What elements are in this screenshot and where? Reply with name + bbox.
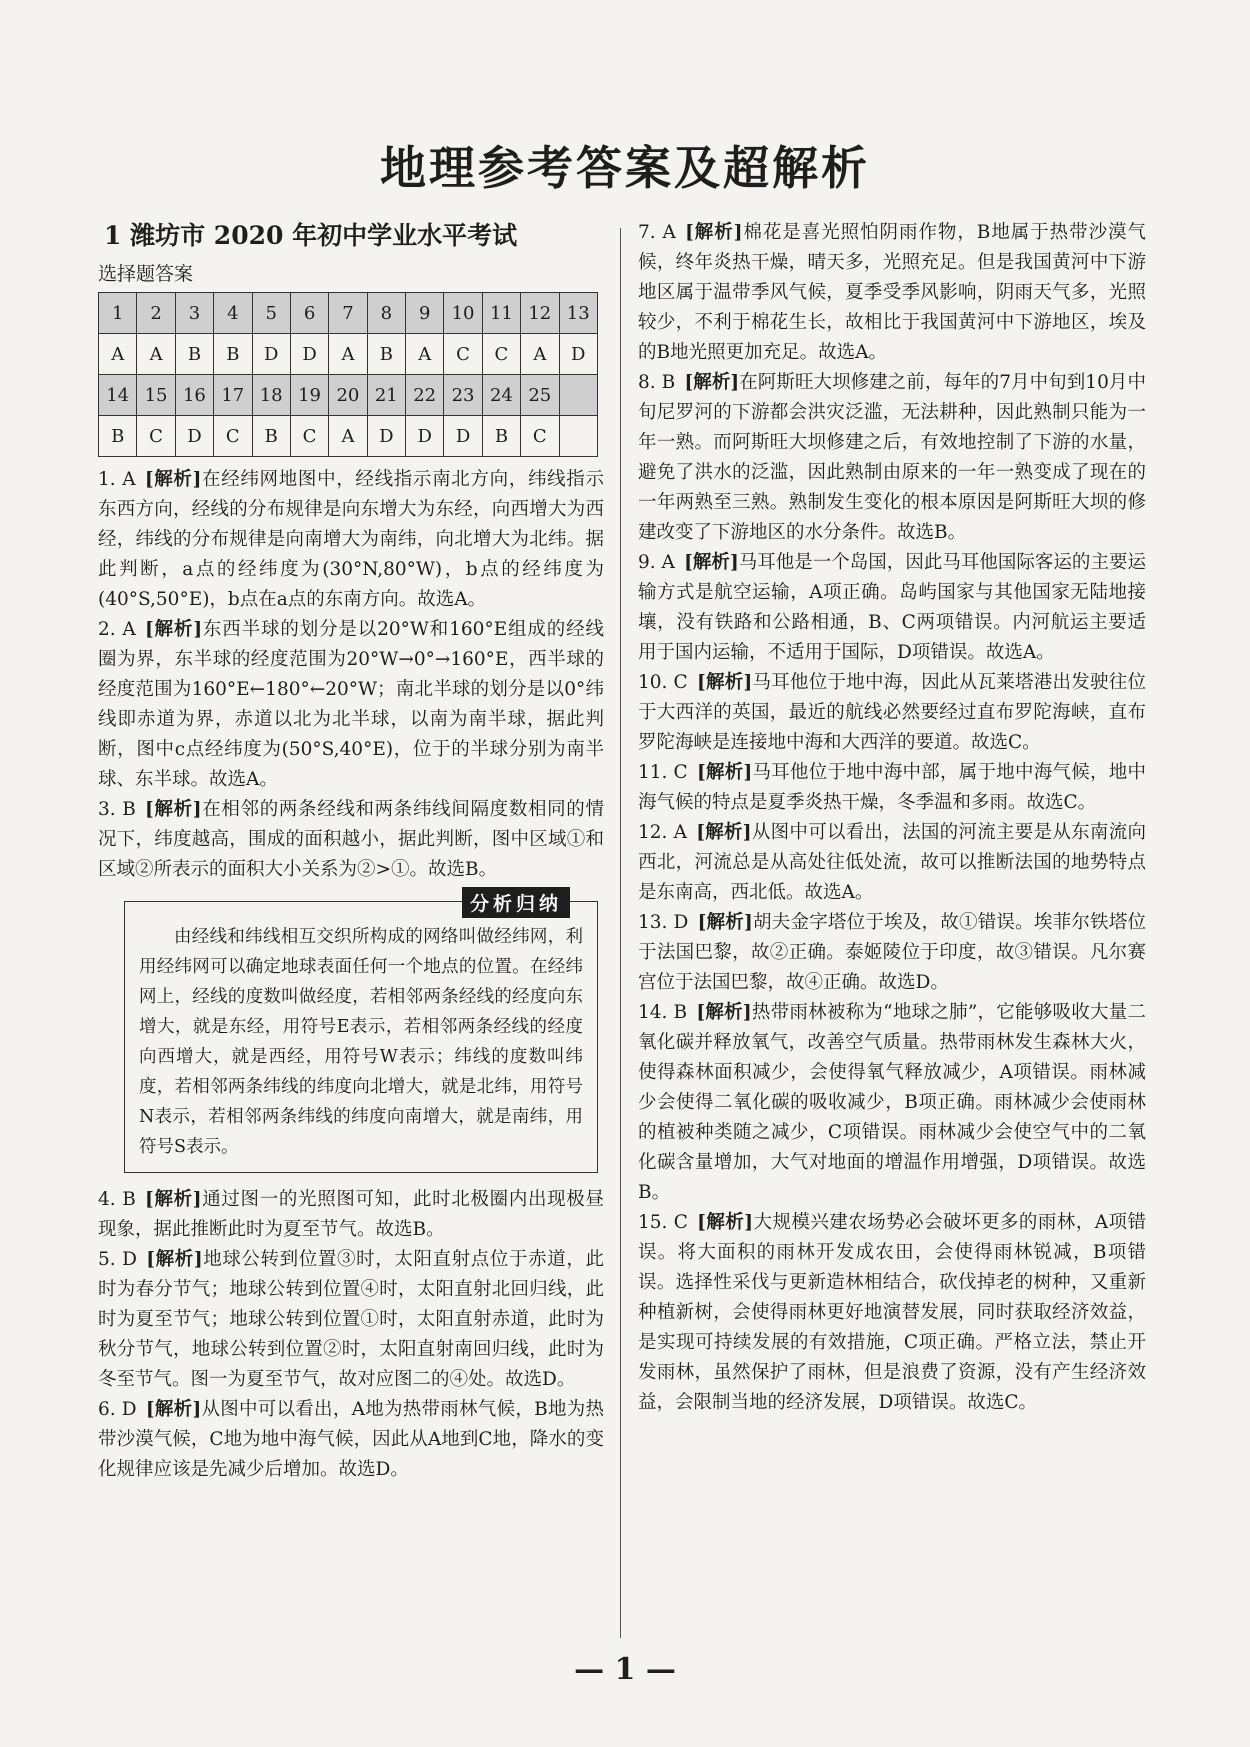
table-cell: C (290, 416, 328, 457)
table-cell: D (175, 416, 213, 457)
table-cell: A (521, 334, 559, 375)
table-cell: A (137, 334, 175, 375)
answer-list (638, 218, 1146, 1418)
table-cell: C (214, 416, 252, 457)
note-text: 由经线和纬线相互交织所构成的网络叫做经纬网，利用经纬网可以确定地球表面任何一个地点的位置。在经纬网上，经线的度数叫做经度，若相邻两条经线的经度向东增大，就是东经，用符号E表示，若相邻两条经线的经度向西增大，就是西经，用符号W表示；纬线的度数叫纬度，若相邻两条纬线的纬度向北增大，就是北纬，用符号N表示，若相邻两条纬线的纬度向南增大，就是南纬，用符号S表示。 (124, 901, 598, 1173)
table-cell: 12 (521, 293, 559, 334)
table-cell: 19 (290, 375, 328, 416)
table-cell: B (252, 416, 290, 457)
answer-text: 从图中可以看出，A地为热带雨林气候，B地为热带沙漠气候，C地为地中海气候，因此从A地到C地，降水的变化规律应该是先减少后增加。故选D。 (98, 1399, 604, 1480)
table-cell: D (559, 334, 598, 375)
analysis-tag: [解析] (684, 372, 740, 393)
exam-title: 1 潍坊市 2020 年初中学业水平考试 (104, 221, 518, 250)
table-cell: 6 (290, 293, 328, 334)
table-cell: 2 (137, 293, 175, 334)
table-cell: D (444, 416, 482, 457)
table-cell: 5 (252, 293, 290, 334)
answer-number: 3. B (98, 799, 136, 820)
table-cell: C (137, 416, 175, 457)
answer-text: 马耳他是一个岛国，因此马耳他国际客运的主要运输方式是航空运输，A项正确。岛屿国家与其他国家无陆地接壤，没有铁路和公路相通，B、C两项错误。内河航运主要适用于国内运输，不适用于国际，D项错误。故选A。 (638, 552, 1146, 663)
answer-table-label: 选择题答案 (98, 263, 194, 285)
analysis-tag: [解析] (146, 1249, 203, 1270)
table-cell: D (252, 334, 290, 375)
table-cell: 8 (367, 293, 405, 334)
table-cell: C (521, 416, 559, 457)
analysis-tag: [解析] (696, 822, 752, 843)
table-cell: 4 (214, 293, 252, 334)
analysis-tag: [解析] (697, 1212, 754, 1233)
answer-text: 地球公转到位置③时，太阳直射点位于赤道，此时为春分节气；地球公转到位置④时，太阳直射北回归线，此时为夏至节气；地球公转到位置①时，太阳直射赤道，此时为秋分节气，地球公转到位置②时，太阳直射南回归线，此时为冬至节气。图一为夏至节气，故对应图二的④处。故选D。 (98, 1249, 604, 1390)
answer-number: 6. D (98, 1399, 137, 1420)
answer-number: 7. A (638, 222, 676, 243)
table-cell: C (444, 334, 482, 375)
answer-item (638, 368, 1146, 548)
answer-item (638, 548, 1146, 668)
table-cell: 9 (406, 293, 444, 334)
answer-number: 12. A (638, 822, 687, 843)
table-cell: B (482, 416, 520, 457)
analysis-tag: [解析] (697, 912, 753, 933)
table-cell: 16 (175, 375, 213, 416)
answer-number: 14. B (638, 1002, 688, 1023)
answer-text: 通过图一的光照图可知，此时北极圈内出现极昼现象，据此推断此时为夏至节气。故选B。 (98, 1189, 604, 1240)
answer-item (638, 998, 1146, 1208)
answer-item (98, 1245, 604, 1395)
answer-item (638, 818, 1146, 908)
analysis-tag: [解析] (684, 552, 739, 573)
analysis-tag: [解析] (696, 762, 753, 783)
analysis-tag: [解析] (145, 1399, 202, 1420)
answer-item (638, 1208, 1146, 1418)
answer-item (98, 795, 604, 885)
answer-number: 13. D (638, 912, 689, 933)
table-cell: 7 (329, 293, 367, 334)
analysis-tag: [解析] (696, 1002, 752, 1023)
answer-item (638, 758, 1146, 818)
answer-item (638, 218, 1146, 368)
table-cell: A (329, 334, 367, 375)
answer-text: 大规模兴建农场势必会破坏更多的雨林，A项错误。将大面积的雨林开发成农田，会使得雨林锐减，B项错误。选择性采伐与更新造林相结合，砍伐掉老的树种，又重新种植新树，会使得雨林更好地演替发展，同时获取经济效益，是实现可持续发展的有效措施，C项正确。严格立法，禁止开发雨林，虽然保护了雨林，但是浪费了资源，没有产生经济效益，会限制当地的经济发展，D项错误。故选C。 (638, 1212, 1146, 1413)
table-cell (559, 416, 598, 457)
table-cell: D (406, 416, 444, 457)
answer-list (98, 1185, 604, 1485)
answer-number: 1. A (98, 469, 136, 490)
table-cell: A (99, 334, 137, 375)
summary-note (124, 893, 598, 1173)
table-cell: B (214, 334, 252, 375)
answer-text: 从图中可以看出，法国的河流主要是从东南流向西北，河流总是从高处往低处流，故可以推断法国的地势特点是东南高，西北低。故选A。 (638, 822, 1146, 903)
analysis-tag: [解析] (685, 222, 743, 243)
table-cell: A (406, 334, 444, 375)
answer-text: 在经纬网地图中，经线指示南北方向，纬线指示东西方向，经线的分布规律是向东增大为东经，向西增大为西经，纬线的分布规律是向南增大为南纬，向北增大为北纬。据此判断，a点的经纬度为(30°N,80°W)，b点的经纬度为(40°S,50°E)，b点在a点的东南方向。故选A。 (98, 469, 604, 610)
table-cell: 22 (406, 375, 444, 416)
table-cell: A (329, 416, 367, 457)
answer-number: 9. A (638, 552, 675, 573)
answer-text: 在阿斯旺大坝修建之前，每年的7月中旬到10月中旬尼罗河的下游都会洪灾泛滥，无法耕种，因此熟制只能为一年一熟。而阿斯旺大坝修建之后，有效地控制了下游的水量，避免了洪水的泛滥，因此熟制由原来的一年一熟变成了现在的一年两熟至三熟。熟制发生变化的根本原因是阿斯旺大坝的修建改变了下游地区的水分条件。故选B。 (638, 372, 1146, 543)
table-cell: 18 (252, 375, 290, 416)
table-cell: B (367, 334, 405, 375)
answer-text: 东西半球的划分是以20°W和160°E组成的经线圈为界，东半球的经度范围为20°W→0°→160°E，西半球的经度范围为160°E←180°←20°W；南北半球的划分是以0°纬线即赤道为界，赤道以北为北半球，以南为南半球，据此判断，图中c点经纬度为(50°S,40°E)，位于的半球分别为南半球、东半球。故选A。 (98, 619, 604, 790)
table-cell: D (290, 334, 328, 375)
answer-number: 5. D (98, 1249, 137, 1270)
table-cell: 11 (482, 293, 520, 334)
table-cell: 15 (137, 375, 175, 416)
answer-number: 15. C (638, 1212, 688, 1233)
answer-number: 10. C (638, 672, 688, 693)
table-cell: D (367, 416, 405, 457)
answer-number: 8. B (638, 372, 676, 393)
table-cell: 17 (214, 375, 252, 416)
analysis-tag: [解析] (144, 469, 202, 490)
answer-item (98, 1395, 604, 1485)
table-cell: 10 (444, 293, 482, 334)
table-cell: B (175, 334, 213, 375)
page-title: 地理参考答案及超解析 (380, 141, 870, 195)
analysis-tag: [解析] (696, 672, 753, 693)
table-cell: 3 (175, 293, 213, 334)
answer-number: 2. A (98, 619, 136, 640)
answer-text: 热带雨林被称为“地球之肺”，它能够吸收大量二氧化碳并释放氧气，改善空气质量。热带雨林发生森林大火，使得森林面积减少，会使得氧气释放减少，A项错误。雨林减少会使得二氧化碳的吸收减少，B项正确。雨林减少会使雨林的植被种类随之减少，C项错误。雨林减少会使空气中的二氧化碳含量增加，大气对地面的增温作用增强，D项错误。故选B。 (638, 1002, 1146, 1203)
answer-item (98, 465, 604, 615)
answer-item (638, 668, 1146, 758)
table-row (99, 375, 598, 416)
answer-number: 11. C (638, 762, 688, 783)
table-row (99, 334, 598, 375)
answer-text: 在相邻的两条经线和两条纬线间隔度数相同的情况下，纬度越高，围成的面积越小，据此判断，图中区域①和区域②所表示的面积大小关系为②>①。故选B。 (98, 799, 604, 880)
answer-text: 棉花是喜光照怕阴雨作物，B地属于热带沙漠气候，终年炎热干燥，晴天多，光照充足。但是我国黄河中下游地区属于温带季风气候，夏季受季风影响，阴雨天气多，光照较少，不利于棉花生长，故相比于我国黄河中下游地区，埃及的B地光照更加充足。故选A。 (638, 222, 1146, 363)
answer-item (98, 615, 604, 795)
table-cell: C (482, 334, 520, 375)
answer-text: 马耳他位于地中海中部，属于地中海气候，地中海气候的特点是夏季炎热干燥，冬季温和多雨。故选C。 (638, 762, 1146, 813)
answer-text: 马耳他位于地中海，因此从瓦莱塔港出发驶往位于大西洋的英国，最近的航线必然要经过直布罗陀海峡，直布罗陀海峡是连接地中海和大西洋的要道。故选C。 (638, 672, 1146, 753)
table-row (99, 416, 598, 457)
table-cell (559, 375, 598, 416)
answer-table (98, 292, 598, 457)
table-cell: 1 (99, 293, 137, 334)
left-column (98, 218, 604, 1485)
analysis-tag: [解析] (145, 619, 203, 640)
table-row (99, 293, 598, 334)
table-cell: B (99, 416, 137, 457)
answer-list (98, 465, 604, 885)
table-cell: 21 (367, 375, 405, 416)
table-cell: 14 (99, 375, 137, 416)
analysis-tag: [解析] (145, 1189, 202, 1210)
table-cell: 20 (329, 375, 367, 416)
table-cell: 24 (482, 375, 520, 416)
table-cell: 13 (559, 293, 598, 334)
note-badge: 分析归纳 (462, 887, 570, 918)
answer-item (98, 1185, 604, 1245)
table-cell: 23 (444, 375, 482, 416)
table-cell: 25 (521, 375, 559, 416)
right-column (638, 218, 1146, 1418)
answer-number: 4. B (98, 1189, 136, 1210)
page-number: — 1 — (574, 1652, 676, 1687)
column-divider (620, 228, 621, 1638)
analysis-tag: [解析] (145, 799, 202, 820)
answer-item (638, 908, 1146, 998)
answer-text: 胡夫金字塔位于埃及，故①错误。埃菲尔铁塔位于法国巴黎，故②正确。泰姬陵位于印度，故③错误。凡尔赛宫位于法国巴黎，故④正确。故选D。 (638, 912, 1146, 993)
